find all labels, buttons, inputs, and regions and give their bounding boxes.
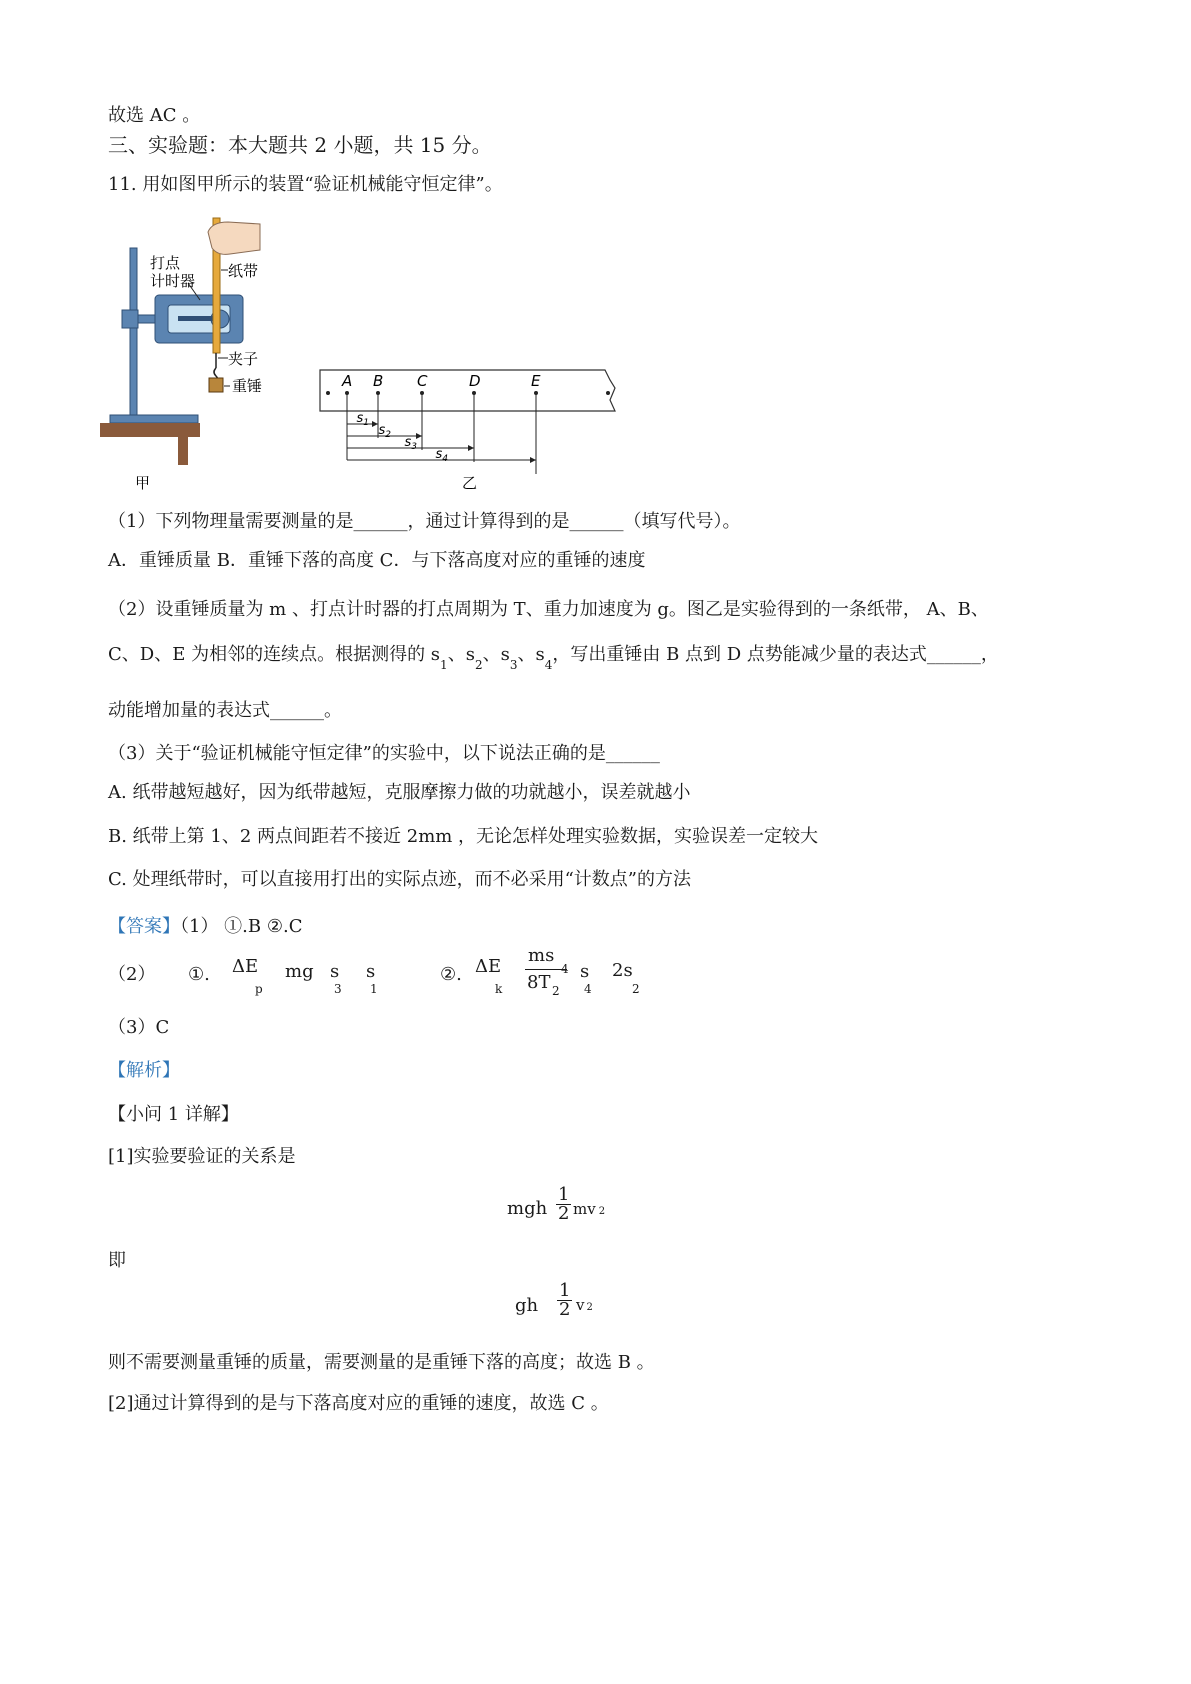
tape-point-label-E: E bbox=[531, 372, 541, 390]
s-item-2: $s_2$ bbox=[465, 644, 483, 672]
answer-2-sub-3: 3 bbox=[334, 982, 342, 996]
answer-2-frac-bar bbox=[525, 969, 567, 970]
answer-2-s3: s bbox=[330, 961, 340, 982]
answer-2-den: 8T bbox=[527, 972, 551, 993]
s-item-4: $s_4$ bbox=[535, 644, 553, 672]
tape-dot-end bbox=[606, 391, 610, 395]
eq1-frac: $\frac{1}{2}$ bbox=[558, 1184, 570, 1224]
s-item-1: $s_1$ bbox=[430, 644, 448, 672]
conclusion-1: 则不需要测量重锤的质量，需要测量的是重锤下落的高度；故选 B 。 bbox=[108, 1352, 655, 1373]
question-2-line-3: 动能增加量的表达式______。 bbox=[108, 700, 342, 721]
label-timer-1: 打点 bbox=[150, 254, 181, 272]
answer-line-1: 【答案】（1） ①.B ②.C bbox=[108, 916, 303, 937]
tape-dot-start bbox=[326, 391, 330, 395]
answer-2-sub-4: 4 bbox=[584, 982, 592, 996]
label-jia: 甲 bbox=[135, 474, 151, 492]
answer-2-sub-p: p bbox=[255, 982, 263, 996]
answer-2-s4: s bbox=[580, 961, 590, 982]
timer-needle bbox=[178, 316, 218, 321]
question-3: （3）关于“验证机械能守恒定律”的实验中，以下说法正确的是______ bbox=[108, 743, 660, 764]
s-item-sub: 2 bbox=[474, 658, 483, 672]
answer-tag: 【答案】 bbox=[108, 916, 180, 937]
dimension-arrow-s1 bbox=[372, 421, 378, 427]
answer-2-sub-2: 2 bbox=[632, 982, 640, 996]
section-heading: 三、实验题：本大题共 2 小题，共 15 分。 bbox=[108, 133, 492, 157]
label-yi: 乙 bbox=[462, 474, 478, 492]
option-c: C. 处理纸带时，可以直接用打出的实际点迹，而不必采用“计数点”的方法 bbox=[108, 869, 691, 890]
question-1-options: A．重锤质量 B．重锤下落的高度 C．与下落高度对应的重锤的速度 bbox=[108, 550, 646, 571]
eq2-rhs: v 2 bbox=[576, 1296, 593, 1314]
sub-question-1-heading: 【小问 1 详解】 bbox=[108, 1104, 239, 1125]
option-a: A. 纸带越短越好，因为纸带越短，克服摩擦力做的功就越小，误差就越小 bbox=[108, 782, 691, 803]
hand bbox=[208, 222, 260, 254]
answer-3: （3）C bbox=[108, 1017, 170, 1038]
answer-2-n2: ②. bbox=[440, 964, 462, 985]
eq2-frac: $\frac{1}{2}$ bbox=[559, 1280, 571, 1320]
line-ji: 即 bbox=[108, 1250, 126, 1271]
tape-point-label-D: D bbox=[469, 372, 481, 390]
s-item-sub: 3 bbox=[509, 658, 518, 672]
line-choice-ac: 故选 AC 。 bbox=[108, 105, 201, 126]
answer-2-n1: ①. bbox=[188, 964, 210, 985]
answer-2-den-sup: 2 bbox=[552, 984, 560, 998]
dimension-arrow-s4 bbox=[530, 457, 536, 463]
table-top bbox=[100, 423, 200, 437]
answer-2-s1: s bbox=[366, 961, 376, 982]
s-item-3: $s_3$ bbox=[500, 644, 518, 672]
clamp-knob bbox=[122, 310, 138, 328]
answer-2-2s: 2s bbox=[612, 960, 633, 981]
answer-2-dE-2: ΔE bbox=[475, 956, 502, 977]
question-2-line-2: C、D、E 为相邻的连续点。根据测得的 $s_1$、$s_2$、$s_3$、$s_4$，写出重锤由 B 点到 D 点势能减少量的表达式______， bbox=[108, 644, 999, 672]
answer-2-mg: mg bbox=[285, 961, 314, 982]
question-11: 11. 用如图甲所示的装置“验证机械能守恒定律”。 bbox=[108, 174, 503, 195]
question-1: （1）下列物理量需要测量的是______，通过计算得到的是______（填写代号）。 bbox=[108, 511, 741, 532]
answer-2-ms: ms bbox=[528, 945, 555, 966]
answer-2-label: （2） bbox=[108, 964, 156, 985]
answer-2-sub-k: k bbox=[495, 982, 503, 996]
label-weight: 重锤 bbox=[232, 377, 263, 395]
tape-strip bbox=[320, 370, 615, 411]
weight-block bbox=[209, 378, 223, 392]
explain-1: [1]实验要验证的关系是 bbox=[108, 1146, 296, 1167]
question-2-line-1: （2）设重锤质量为 m 、打点计时器的打点周期为 T、重力加速度为 g。图乙是实验得到的一条纸带， A、B、 bbox=[108, 599, 989, 620]
dimension-label-s3: $s_3$ bbox=[404, 435, 418, 452]
s-item-sub: 4 bbox=[544, 658, 553, 672]
tape-point-label-A: A bbox=[342, 372, 353, 390]
label-clip: 夹子 bbox=[228, 350, 259, 368]
eq2-lhs: gh bbox=[515, 1295, 539, 1316]
option-b: B. 纸带上第 1、2 两点间距若不接近 2mm ，无论怎样处理实验数据，实验误差一定较大 bbox=[108, 826, 819, 847]
dimension-label-s2: $s_2$ bbox=[378, 423, 392, 440]
answer-2-sub-1: 1 bbox=[370, 982, 378, 996]
dimension-label-s4: $s_4$ bbox=[435, 447, 449, 464]
stand-rod bbox=[130, 248, 137, 423]
answer-2-dE-1: ΔE bbox=[232, 956, 259, 977]
dimension-label-s1: $s_1$ bbox=[356, 411, 370, 428]
label-paper-tape: 纸带 bbox=[228, 262, 259, 280]
s-item-sub: 1 bbox=[440, 658, 448, 672]
answer-2-ms-sub: 4 bbox=[561, 962, 569, 976]
tape-point-label-B: B bbox=[373, 372, 384, 390]
dimension-arrow-s3 bbox=[468, 445, 474, 451]
experiment-figure bbox=[100, 210, 640, 495]
eq1-rhs: mv 2 bbox=[573, 1200, 606, 1218]
conclusion-2: [2]通过计算得到的是与下落高度对应的重锤的速度，故选 C 。 bbox=[108, 1393, 609, 1414]
tape-point-label-C: C bbox=[417, 372, 428, 390]
stand-base bbox=[110, 415, 198, 423]
dimension-arrow-s2 bbox=[416, 433, 422, 439]
table-leg bbox=[178, 437, 188, 465]
analysis-tag: 【解析】 bbox=[108, 1060, 180, 1081]
label-timer-2: 计时器 bbox=[150, 272, 196, 290]
s-list: $s_1$、$s_2$、$s_3$、$s_4$ bbox=[430, 644, 553, 672]
eq1-lhs: mgh bbox=[507, 1198, 548, 1219]
